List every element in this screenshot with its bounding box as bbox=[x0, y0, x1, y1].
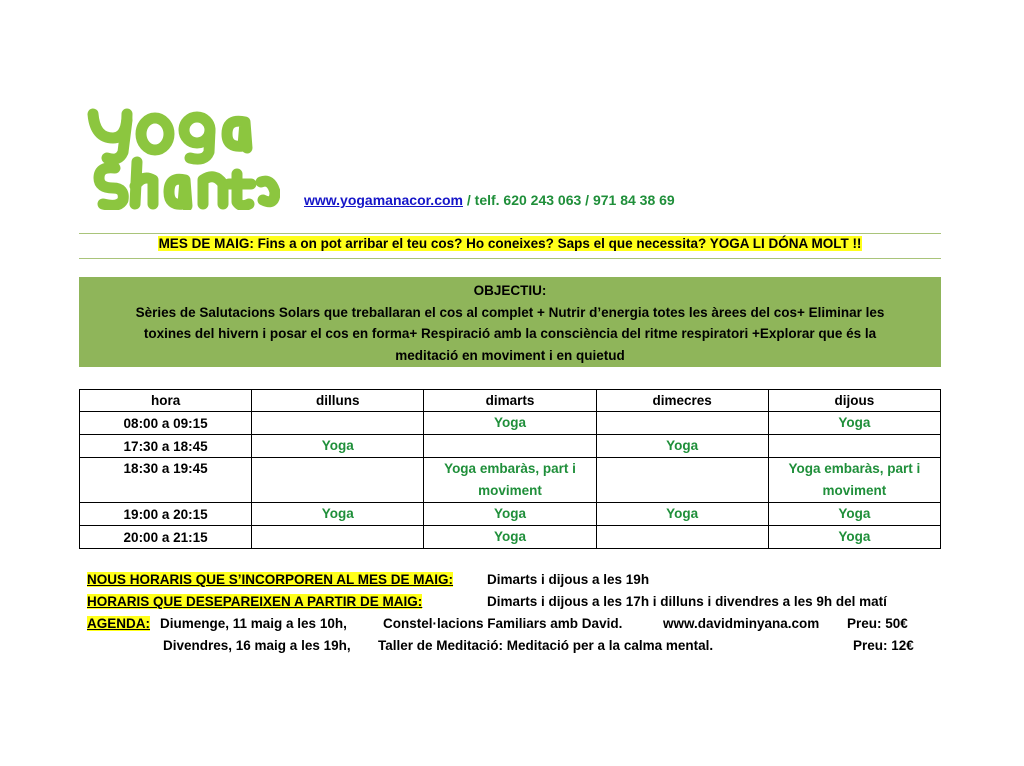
class-cell bbox=[252, 526, 424, 549]
website-link[interactable]: www.yogamanacor.com bbox=[304, 192, 463, 208]
agenda-event: Constel·lacions Familiars amb David. bbox=[383, 616, 623, 631]
top-divider bbox=[79, 233, 941, 234]
banner-divider bbox=[79, 258, 941, 259]
time-cell: 08:00 a 09:15 bbox=[80, 412, 252, 435]
class-cell: Yoga bbox=[252, 435, 424, 458]
class-cell: Yoga bbox=[596, 435, 768, 458]
col-header-hora: hora bbox=[80, 390, 252, 412]
new-schedules-value: Dimarts i dijous a les 19h bbox=[487, 572, 650, 587]
yoga-shanti-logo bbox=[85, 100, 280, 210]
class-cell: Yoga bbox=[424, 412, 596, 435]
objective-line: Sèries de Salutacions Solars que treballaran el cos al complet + Nutrir d’energia totes les àrees del cos+ Eliminar les bbox=[135, 304, 885, 320]
table-row bbox=[80, 412, 941, 435]
class-cell: Yoga bbox=[596, 503, 768, 526]
table-row bbox=[80, 435, 941, 458]
time-cell: 17:30 a 18:45 bbox=[80, 435, 252, 458]
time-cell: 18:30 a 19:45 bbox=[80, 458, 252, 503]
table-row bbox=[80, 526, 941, 549]
removed-schedules-value: Dimarts i dijous a les 17h i dilluns i divendres a les 9h del matí bbox=[487, 594, 887, 609]
class-cell bbox=[252, 412, 424, 435]
time-cell: 19:00 a 20:15 bbox=[80, 503, 252, 526]
class-cell: Yoga bbox=[424, 526, 596, 549]
col-header-dijous: dijous bbox=[768, 390, 940, 412]
new-schedules-line bbox=[87, 572, 650, 587]
agenda-label: AGENDA: bbox=[87, 616, 150, 631]
time-cell: 20:00 a 21:15 bbox=[80, 526, 252, 549]
removed-schedules-line bbox=[87, 594, 887, 609]
class-cell: Yoga bbox=[768, 503, 940, 526]
class-cell bbox=[596, 458, 768, 503]
objective-line: toxines del hivern i posar el cos en forma+ Respiració amb la consciència del ritme respiratori +Explorar que és la bbox=[143, 326, 877, 341]
agenda-event: Taller de Meditació: Meditació per a la calma mental. bbox=[378, 638, 714, 653]
class-cell bbox=[596, 526, 768, 549]
contact-line bbox=[304, 192, 675, 208]
class-cell bbox=[252, 458, 424, 503]
class-cell: Yoga embaràs, part i moviment bbox=[424, 458, 596, 503]
col-header-dimecres: dimecres bbox=[596, 390, 768, 412]
removed-schedules-label: HORARIS QUE DESEPAREIXEN A PARTIR DE MAIG: bbox=[87, 594, 423, 609]
objective-box bbox=[79, 277, 941, 367]
col-header-dilluns: dilluns bbox=[252, 390, 424, 412]
table-row bbox=[80, 458, 941, 503]
agenda-date: Divendres, 16 maig a les 19h, bbox=[163, 638, 351, 653]
class-cell: Yoga embaràs, part i moviment bbox=[768, 458, 940, 503]
phone-numbers: / telf. 620 243 063 / 971 84 38 69 bbox=[462, 192, 675, 208]
month-banner: MES DE MAIG: Fins a on pot arribar el teu cos? Ho coneixes? Saps el que necessita? YOGA LI DÓNA MOLT !! bbox=[158, 236, 862, 251]
class-cell: Yoga bbox=[424, 503, 596, 526]
agenda-date: Diumenge, 11 maig a les 10h, bbox=[160, 616, 347, 631]
class-cell bbox=[596, 412, 768, 435]
class-cell: Yoga bbox=[768, 412, 940, 435]
table-header-row bbox=[80, 390, 941, 412]
agenda-line-1 bbox=[87, 616, 908, 631]
table-row bbox=[80, 503, 941, 526]
agenda-web: www.davidminyana.com bbox=[663, 616, 820, 631]
class-cell bbox=[768, 435, 940, 458]
class-cell bbox=[424, 435, 596, 458]
new-schedules-label: NOUS HORARIS QUE S’INCORPOREN AL MES DE MAIG: bbox=[87, 572, 454, 587]
objective-title: OBJECTIU: bbox=[473, 283, 547, 298]
class-cell: Yoga bbox=[252, 503, 424, 526]
objective-line: meditació en moviment i en quietud bbox=[395, 347, 625, 363]
agenda-price: Preu: 50€ bbox=[847, 616, 908, 631]
agenda-price: Preu: 12€ bbox=[853, 638, 914, 653]
schedule-table bbox=[79, 389, 941, 549]
class-cell: Yoga bbox=[768, 526, 940, 549]
col-header-dimarts: dimarts bbox=[424, 390, 596, 412]
